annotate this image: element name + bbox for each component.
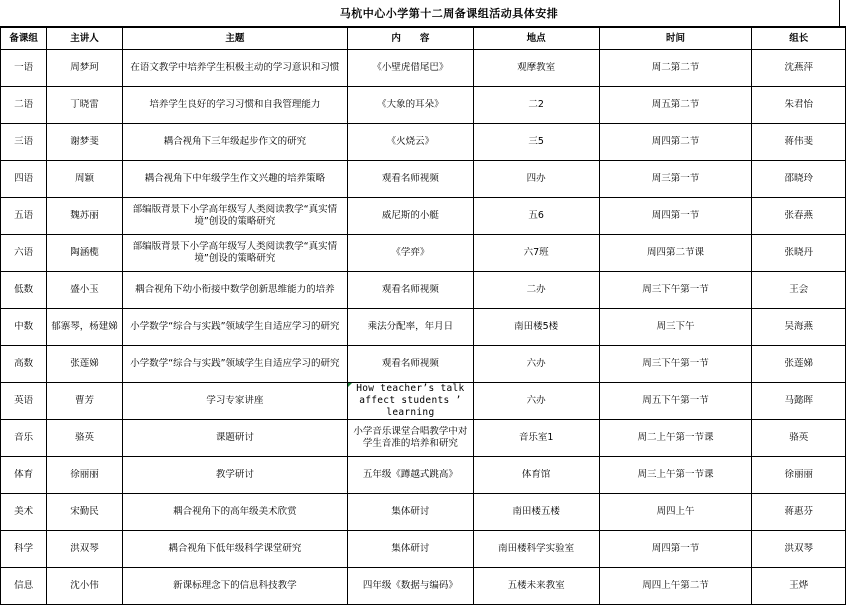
cell-time-text: 周五下午第一节 xyxy=(642,395,709,406)
cell-leader[interactable] xyxy=(752,198,846,235)
schedule-table xyxy=(0,27,846,605)
cell-leader-text: 张莲娣 xyxy=(784,358,813,369)
cell-topic-text: 部编版背景下小学高年级写人类阅读教学“真实情境”创设的策略研究 xyxy=(132,241,338,264)
table-row xyxy=(1,87,846,124)
cell-time[interactable] xyxy=(599,87,752,124)
cell-content[interactable] xyxy=(348,161,474,198)
cell-topic-text: 耦合视角下中年级学生作文兴趣的培养策略 xyxy=(144,173,326,184)
cell-topic[interactable] xyxy=(122,568,347,605)
cell-place-text: 六7班 xyxy=(523,247,549,258)
cell-speaker[interactable] xyxy=(47,420,122,457)
cell-speaker-text: 周颖 xyxy=(74,173,94,184)
cell-group[interactable] xyxy=(1,309,47,346)
cell-content-text: 观看名师视频 xyxy=(381,284,439,295)
cell-topic-text: 教学研讨 xyxy=(215,469,254,480)
cell-place[interactable] xyxy=(473,346,599,383)
cell-leader[interactable] xyxy=(752,346,846,383)
cell-speaker[interactable] xyxy=(47,383,122,420)
cell-leader[interactable] xyxy=(752,272,846,309)
cell-place[interactable] xyxy=(473,494,599,531)
cell-place-text: 四办 xyxy=(526,173,546,184)
cell-time-text: 周三上午第一节课 xyxy=(637,469,714,480)
cell-content[interactable] xyxy=(348,346,474,383)
cell-place[interactable] xyxy=(473,383,599,420)
cell-content-text: 《火烧云》 xyxy=(386,136,435,147)
cell-topic[interactable] xyxy=(122,124,347,161)
cell-place-text: 南田楼五楼 xyxy=(512,506,560,517)
cell-speaker[interactable] xyxy=(47,161,122,198)
cell-place-text: 观摩教室 xyxy=(517,62,556,73)
cell-topic-text: 耦合视角下低年级科学课堂研究 xyxy=(168,543,302,554)
cell-group[interactable] xyxy=(1,272,47,309)
cell-place[interactable] xyxy=(473,531,599,568)
cell-group-text: 美术 xyxy=(14,506,34,517)
cell-speaker-text: 张莲娣 xyxy=(70,358,99,369)
cell-topic[interactable] xyxy=(122,531,347,568)
header-time[interactable]: 时间 xyxy=(599,28,752,50)
cell-place[interactable] xyxy=(473,235,599,272)
cell-leader[interactable] xyxy=(752,420,846,457)
cell-leader[interactable] xyxy=(752,87,846,124)
sheet-title[interactable]: 马杭中心小学第十二周备课组活动具体安排 xyxy=(339,7,559,20)
cell-topic[interactable] xyxy=(122,309,347,346)
cell-place-text: 音乐室1 xyxy=(518,432,554,443)
table-row xyxy=(1,50,846,87)
cell-content[interactable] xyxy=(348,420,474,457)
table-row xyxy=(1,568,846,605)
cell-content[interactable] xyxy=(348,568,474,605)
cell-speaker[interactable] xyxy=(47,272,122,309)
cell-topic-text: 培养学生良好的学习习惯和自我管理能力 xyxy=(149,99,321,110)
cell-time[interactable] xyxy=(599,198,752,235)
cell-group-text: 科学 xyxy=(14,543,34,554)
table-body xyxy=(1,50,846,605)
cell-group[interactable] xyxy=(1,457,47,494)
cell-content-text: 集体研讨 xyxy=(391,506,430,517)
cell-speaker[interactable] xyxy=(47,198,122,235)
table-row xyxy=(1,198,846,235)
cell-topic-text: 部编版背景下小学高年级写人类阅读教学“真实情境”创设的策略研究 xyxy=(132,204,338,227)
cell-time-text: 周四第二节课 xyxy=(646,247,704,258)
cell-speaker-text: 谢梦斐 xyxy=(70,136,99,147)
cell-topic[interactable] xyxy=(122,494,347,531)
cell-time[interactable] xyxy=(599,383,752,420)
cell-leader[interactable] xyxy=(752,457,846,494)
cell-speaker-text: 沈小伟 xyxy=(70,580,99,591)
cell-content[interactable] xyxy=(348,124,474,161)
cell-leader[interactable] xyxy=(752,568,846,605)
cell-leader-text: 王烨 xyxy=(789,580,809,591)
cell-speaker-text: 郁寨琴，杨建娣 xyxy=(51,321,118,332)
cell-speaker[interactable] xyxy=(47,346,122,383)
cell-topic[interactable] xyxy=(122,235,347,272)
cell-speaker[interactable] xyxy=(47,457,122,494)
cell-place[interactable] xyxy=(473,124,599,161)
cell-group[interactable] xyxy=(1,124,47,161)
cell-topic[interactable] xyxy=(122,50,347,87)
cell-place[interactable] xyxy=(473,198,599,235)
cell-place[interactable] xyxy=(473,272,599,309)
cell-time-text: 周三第一节 xyxy=(651,173,700,184)
cell-time[interactable] xyxy=(599,531,752,568)
cell-place[interactable] xyxy=(473,420,599,457)
table-row xyxy=(1,124,846,161)
cell-speaker-text: 盛小玉 xyxy=(70,284,99,295)
cell-speaker-text: 洪双琴 xyxy=(70,543,99,554)
cell-speaker[interactable] xyxy=(47,235,122,272)
cell-leader-text: 王会 xyxy=(789,284,809,295)
cell-leader-text: 沈燕萍 xyxy=(784,62,813,73)
cell-speaker[interactable] xyxy=(47,494,122,531)
cell-leader-text: 张春燕 xyxy=(784,210,813,221)
cell-content-text: How teacher’s talk affect students ’ learning xyxy=(356,383,465,418)
cell-place-text: 南田楼科学实验室 xyxy=(498,543,575,554)
cell-speaker[interactable] xyxy=(47,531,122,568)
cell-content[interactable] xyxy=(348,309,474,346)
cell-topic[interactable] xyxy=(122,420,347,457)
cell-leader-text: 吴海燕 xyxy=(784,321,813,332)
cell-time[interactable] xyxy=(599,272,752,309)
cell-topic-text: 新课标理念下的信息科技教学 xyxy=(173,580,297,591)
cell-topic-text: 小学数学“综合与实践”领域学生自适应学习的研究 xyxy=(130,358,340,369)
cell-leader-text: 马懿晖 xyxy=(784,395,813,406)
table-row xyxy=(1,235,846,272)
cell-place-text: 二办 xyxy=(526,284,546,295)
cell-leader-text: 张晓丹 xyxy=(784,247,813,258)
cell-group-text: 高数 xyxy=(14,358,34,369)
cell-time-text: 周三下午 xyxy=(656,321,695,332)
cell-topic[interactable] xyxy=(122,457,347,494)
table-row xyxy=(1,161,846,198)
cell-time[interactable] xyxy=(599,235,752,272)
cell-leader-text: 邵晓玲 xyxy=(784,173,813,184)
cell-leader-text: 朱君怡 xyxy=(784,99,813,110)
cell-time-text: 周四上午 xyxy=(656,506,695,517)
cell-group-text: 英语 xyxy=(14,395,34,406)
cell-content[interactable] xyxy=(348,494,474,531)
cell-group[interactable] xyxy=(1,50,47,87)
cell-leader[interactable] xyxy=(752,124,846,161)
cell-topic[interactable] xyxy=(122,161,347,198)
cell-group[interactable] xyxy=(1,235,47,272)
cell-time[interactable] xyxy=(599,420,752,457)
cell-leader-text: 骆英 xyxy=(789,432,809,443)
header-group[interactable]: 备课组 xyxy=(1,28,47,50)
cell-leader-text: 蒋惠芬 xyxy=(784,506,813,517)
cell-group[interactable] xyxy=(1,383,47,420)
cell-time-text: 周五第二节 xyxy=(651,99,700,110)
cell-time-text: 周四上午第二节 xyxy=(642,580,709,591)
cell-content-text: 《小壁虎借尾巴》 xyxy=(372,62,449,73)
cell-group-text: 二语 xyxy=(14,99,34,110)
cell-place-text: 南田楼5楼 xyxy=(514,321,559,332)
cell-content-text: 《学弈》 xyxy=(391,247,430,258)
cell-leader-text: 洪双琴 xyxy=(784,543,813,554)
cell-time-text: 周三下午第一节 xyxy=(642,284,709,295)
header-leader[interactable]: 组长 xyxy=(752,28,846,50)
cell-topic-text: 耦合视角下三年级起步作文的研究 xyxy=(163,136,307,147)
cell-content-text: 四年级《数据与编码》 xyxy=(362,580,458,591)
cell-place-text: 五楼未来教室 xyxy=(507,580,565,591)
cell-leader[interactable] xyxy=(752,50,846,87)
title-right-border xyxy=(839,0,840,27)
cell-speaker[interactable] xyxy=(47,568,122,605)
cell-group-text: 一语 xyxy=(14,62,34,73)
header-topic[interactable]: 主题 xyxy=(122,28,347,50)
cell-content-text: 五年级《蹲越式跳高》 xyxy=(362,469,458,480)
cell-content-text: 集体研讨 xyxy=(391,543,430,554)
cell-leader[interactable] xyxy=(752,235,846,272)
cell-group[interactable] xyxy=(1,87,47,124)
cell-time[interactable] xyxy=(599,457,752,494)
cell-place[interactable] xyxy=(473,87,599,124)
cell-speaker[interactable] xyxy=(47,50,122,87)
cell-content-text: 《大象的耳朵》 xyxy=(377,99,444,110)
cell-speaker-text: 曹芳 xyxy=(74,395,94,406)
cell-speaker-text: 魏苏丽 xyxy=(70,210,99,221)
cell-place-text: 体育馆 xyxy=(521,469,551,480)
cell-place-text: 五6 xyxy=(528,210,544,221)
cell-speaker-text: 徐丽丽 xyxy=(70,469,99,480)
cell-content[interactable] xyxy=(348,383,474,420)
cell-content[interactable] xyxy=(348,457,474,494)
cell-place-text: 六办 xyxy=(526,358,546,369)
cell-leader[interactable] xyxy=(752,383,846,420)
table-row xyxy=(1,457,846,494)
cell-place-text: 二2 xyxy=(528,99,544,110)
cell-time-text: 周四第一节 xyxy=(651,543,700,554)
cell-time[interactable] xyxy=(599,161,752,198)
cell-topic-text: 小学数学“综合与实践”领域学生自适应学习的研究 xyxy=(130,321,340,332)
table-row xyxy=(1,272,846,309)
cell-speaker-text: 周梦珂 xyxy=(70,62,99,73)
cell-topic-text: 课题研讨 xyxy=(215,432,254,443)
cell-time-text: 周三下午第一节 xyxy=(642,358,709,369)
cell-group-text: 低数 xyxy=(14,284,34,295)
cell-content[interactable] xyxy=(348,235,474,272)
cell-group-text: 音乐 xyxy=(14,432,34,443)
cell-speaker[interactable] xyxy=(47,124,122,161)
cell-group-text: 体育 xyxy=(14,469,34,480)
cell-leader[interactable] xyxy=(752,531,846,568)
cell-content[interactable] xyxy=(348,87,474,124)
cell-leader[interactable] xyxy=(752,494,846,531)
cell-speaker-text: 骆英 xyxy=(74,432,94,443)
cell-content-text: 观看名师视频 xyxy=(381,173,439,184)
cell-content-text: 小学音乐课堂合唱教学中对学生音准的培养和研究 xyxy=(353,426,468,449)
header-place[interactable]: 地点 xyxy=(473,28,599,50)
cell-group-text: 中数 xyxy=(14,321,34,332)
cell-topic-text: 耦合视角下的高年级美术欣赏 xyxy=(173,506,297,517)
cell-content[interactable] xyxy=(348,50,474,87)
cell-time[interactable] xyxy=(599,494,752,531)
cell-time-text: 周四第一节 xyxy=(651,210,700,221)
cell-content-text: 威尼斯的小艇 xyxy=(381,210,439,221)
cell-place[interactable] xyxy=(473,568,599,605)
cell-group-text: 信息 xyxy=(14,580,34,591)
cell-topic-text: 耦合视角下幼小衔接中数学创新思维能力的培养 xyxy=(135,284,335,295)
cell-leader-text: 蒋伟斐 xyxy=(784,136,813,147)
cell-speaker[interactable] xyxy=(47,309,122,346)
cell-place[interactable] xyxy=(473,309,599,346)
table-row xyxy=(1,309,846,346)
title-row xyxy=(0,0,846,27)
cell-place-text: 三5 xyxy=(528,136,544,147)
cell-group-text: 四语 xyxy=(14,173,34,184)
table-row xyxy=(1,346,846,383)
header-content[interactable]: 内 容 xyxy=(348,28,474,50)
table-row xyxy=(1,531,846,568)
cell-topic-text: 学习专家讲座 xyxy=(206,395,264,406)
cell-group[interactable] xyxy=(1,420,47,457)
cell-content-text: 乘法分配率，年月日 xyxy=(367,321,454,332)
cell-time-text: 周二上午第一节课 xyxy=(637,432,714,443)
cell-group[interactable] xyxy=(1,346,47,383)
cell-group-text: 六语 xyxy=(14,247,34,258)
cell-topic[interactable] xyxy=(122,272,347,309)
table-row xyxy=(1,494,846,531)
cell-time-text: 周四第二节 xyxy=(651,136,700,147)
cell-group-text: 三语 xyxy=(14,136,34,147)
cell-place-text: 六办 xyxy=(526,395,546,406)
cell-group[interactable] xyxy=(1,568,47,605)
header-speaker[interactable]: 主讲人 xyxy=(47,28,122,50)
cell-speaker-text: 陶涵榄 xyxy=(70,247,99,258)
cell-topic[interactable] xyxy=(122,383,347,420)
cell-group[interactable] xyxy=(1,161,47,198)
cell-leader[interactable] xyxy=(752,161,846,198)
cell-group[interactable] xyxy=(1,531,47,568)
cell-topic[interactable] xyxy=(122,87,347,124)
cell-topic[interactable] xyxy=(122,346,347,383)
table-row xyxy=(1,383,846,420)
cell-place[interactable] xyxy=(473,457,599,494)
cell-topic-text: 在语文教学中培养学生积极主动的学习意识和习惯 xyxy=(130,62,340,73)
cell-place[interactable] xyxy=(473,161,599,198)
cell-speaker-text: 丁晓雷 xyxy=(70,99,99,110)
cell-content-text: 观看名师视频 xyxy=(381,358,439,369)
cell-place[interactable] xyxy=(473,50,599,87)
cell-speaker[interactable] xyxy=(47,87,122,124)
cell-time[interactable] xyxy=(599,346,752,383)
cell-time[interactable] xyxy=(599,124,752,161)
comment-marker-icon xyxy=(348,383,352,387)
cell-time[interactable] xyxy=(599,309,752,346)
cell-content[interactable] xyxy=(348,198,474,235)
cell-content[interactable] xyxy=(348,272,474,309)
cell-leader[interactable] xyxy=(752,309,846,346)
cell-group[interactable] xyxy=(1,494,47,531)
cell-topic[interactable] xyxy=(122,198,347,235)
cell-content[interactable] xyxy=(348,531,474,568)
cell-leader-text: 徐丽丽 xyxy=(784,469,813,480)
cell-speaker-text: 宋勤民 xyxy=(70,506,99,517)
cell-group[interactable] xyxy=(1,198,47,235)
cell-group-text: 五语 xyxy=(14,210,34,221)
header-row xyxy=(1,28,846,50)
table-row xyxy=(1,420,846,457)
cell-time[interactable] xyxy=(599,50,752,87)
cell-time[interactable] xyxy=(599,568,752,605)
cell-time-text: 周二第二节 xyxy=(651,62,700,73)
